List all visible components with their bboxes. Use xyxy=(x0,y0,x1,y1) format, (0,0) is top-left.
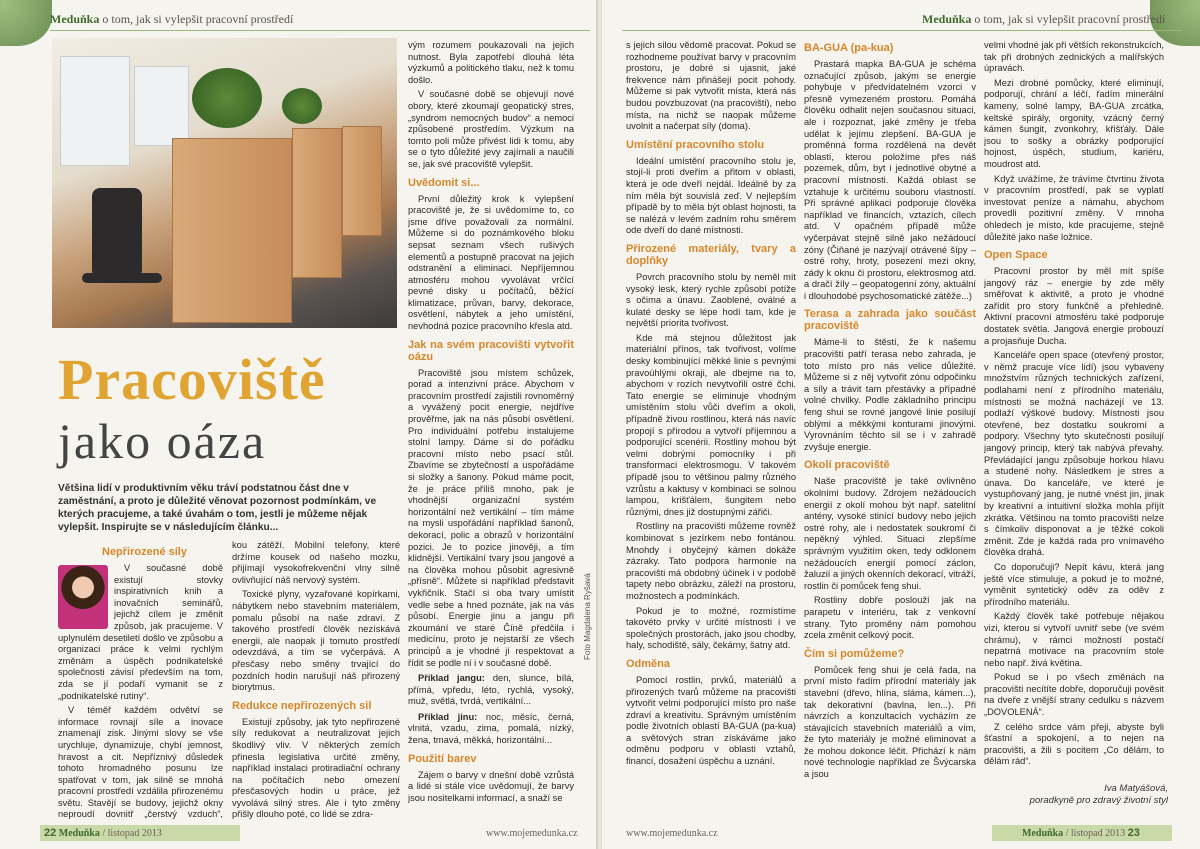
header: Meduňka o tom, jak si vylepšit pracovní prostředí xyxy=(922,12,1166,26)
author-signature: Iva Matyášová, poradkyně pro zdravý životní styl xyxy=(1029,783,1168,806)
heading-umístění: Umístění pracovního stolu xyxy=(626,138,765,151)
column-6: velmi vhodné jak při větších rekonstrukcích, tak při drobných zednických a malířských úpravách. Mezi drobné pomůcky, které eliminují, podporují, chrání a léčí, řadím minerální kameny, solné lampy, BA-GUA zrcátka, keltské spirály, orgonity, vzácný černý kámen šungit, zvonkohry, křišťály. Dále jsou to sošky a obrázky podporující hojnost, úspěch, studium, kariéru, moudrost atd. Když uvážíme, že trávíme čtvrtinu života v pracovním prostředí, pak se vyplatí investovat peníze a námahu, abychom provedli pozitivní změny. V mnoha ohledech je místo, kde pracujeme, stejně důležité jako naše ložnice. Open Space Pracovní prostor by měl mít spíše jangový ráz – energie by zde měly směřovat k aktivitě, a proto je vhodné zařídit pro story funkčně a přehledně. Aktivní pracovní atmosféru také podporuje dostatek světla. Jangová energie probouzí a projasňuje Ducha. Kanceláře open space (otevřený prostor, v němž pracuje více lidí) jsou vybaveny množstvím různých technických zařízení, podlahami není z přírodního materiálu, místnosti se možná nacházejí ve 13. podlaží výškové budovy. Místnosti jsou otevřené, bez dostatku soukromí a podpory. Všechny tyto skutečnosti posilují jangový princip, který tak nabývá převahy. Převládající jangu způsobuje horkou hlavu a studené nohy. Následkem je stres a únava. Do kanceláře, ve které je vystupňovaný jang, je nutné vnést jin, jinak by kreativní a intuitivní složka mohla příjít zkrátka. Většinou na tomto pracovišti nelze s čímkoliv disponovat a je těžké cokoli změnit. Zde je každá rada pro vnímavého člověka drahá. Co doporučuji? Nepít kávu, která jang ještě více stimuluje, a pokud je to možné, vyměnit syntetický oděv za oděv z přírodního materiálu. Každý člověk také potřebuje nějakou vizi, kterou si vytvoří uvnitř sebe (ve svém chrámu), v rámci možností postačí nepatrná motivace na pracovním stole nebo např. živá květina. Pokud se i po všech změnách na pracovišti necítíte dobře, doporučuji pověsit na dveře z vnější strany cedulku s názvem „DOVOLENÁ“. Z celého srdce vám přeji, abyste byli šťastní a spokojení, a to nejen na pracovišti, a žili s pocitem „Co dělám, to dělám rád“. xyxy=(984,40,1164,767)
heading-jak-na-oázu: Jak na svém pracovišti vytvořit oázu xyxy=(408,338,574,363)
column-4: s jejich silou vědomě pracovat. Pokud se rozhodneme používat barvy v pracovním prostoru, je dobré si ujasnit, jaké frekvence nám přinášejí pocit pohody. Můžeme si pak vytvořit místa, která nás budou povzbuzovat (na pracovišti), nebo místa, na nichž se naopak můžeme uvolnit a načerpat síly (doma). Umístění pracovního stolu Ideální umístění pracovního stolu je, stojí-li proti dveřím a přitom v oblasti, která je ode dveří nejdál. Ideálně by za ním měla být souvislá zeď. V nejlepším případě by to měla být oblast hojnosti, ta se nalézá v levém zadním rohu směrem ode dveří do dané místnosti. Přirozené materiály, tvary a doplňky Povrch pracovního stolu by neměl mít vysoký lesk, který rychle způsobí potíže s očima a únavu. Zaoblené, oválné a kulaté desky se lépe hodí tam, kde je největší priorita tvořivost. Kde má stejnou důležitost jak materiální přínos, tak tvořivost, volíme desky kombinující měkké linie s pevnými pravoúhlými okraji, ale dbejme na to, abychom v rozích nevytvořili ostré čchi. Tato energie se eliminuje vhodným umístěním stolu vůči dveřím a okoli, případně živou rostlinou, která nás navíc propojí s přírodou a vytvoří příjemnou a podporující scenérii. Rostliny mohou být velmi dobrými pomocníky i při transformaci elektrosmogu. V takovém případě jsou to většinou palmy různého vzrůstu a kaktusy v kombinaci se solnou lampou, krišťálem, šungitem nebo různými, dnes již dostupnými zářiči. Rostliny na pracovišti můžeme rovněž kombinovat s jezírkem nebo fontánou. Mnohdy i obyčejný kámen dokáže zázraky. Tato podpora harmonie na pracovišti má obdobný účinek i v podobě tapety nebo obrázku, záleží na prostoru, možnostech a podmínkách. Pokud je to možné, rozmístíme takovéto prvky v určité místnosti i ve společných prostorách, jako jsou chodby, haly, schodiště, sály, čekárny, šatny atd. Odměna Pomocí rostlin, prvků, materiálů a přirozených tvarů můžeme na pracovišti vytvořit velmi podporující místo pro naše zdraví a kreativitu. Správným umístěním podle životních oblastí BA-GUA (pa-kua) a světových stran získáváme jako odměnu podporu v oblasti vztahů, financí, dosažení úspěchu a uznání. xyxy=(626,40,796,767)
office-photo xyxy=(52,38,397,328)
heading-bagua: BA-GUA (pa-kua) xyxy=(804,42,894,54)
footer-url-right[interactable]: www.mojemedunka.cz xyxy=(626,827,718,839)
heading-okolí: Okolí pracoviště xyxy=(804,459,890,472)
column-2: kou zátěží. Mobilní telefony, které držíme kousek od našeho mozku, přijímají vysokofrekvenční vlny silně ovlivňující náš nervový systém. Toxické plyny, vyzařované kopírkami, nábytkem nebo stavebním materiálem, pomalu působí na naše zdraví. Z takového prostředí člověk nezískává energii, ale naopak ji tomuto prostředí odevzdává, a tím se vyčerpává. A přesčasy nebo směny trvající do pozdních hodin narušují náš přirozený biorytmus. Redukce nepřirozených sil Existují způsoby, jak tyto nepřirozené síly redukovat a neutralizovat jejich škodlivý vliv. V některých zemích přinesla legislativa určité změny, například instalaci protiradiační ochrany na počítačích nebo omezení přesčasových hodin u práce, jež vyvolává silný stres. Ale i tyto změny přišly dlouho poté, co lidé se zdra- xyxy=(232,540,400,820)
heading-uvědomit: Uvědomit si... xyxy=(408,176,480,189)
author-photo xyxy=(58,565,108,629)
heading-odměna: Odměna xyxy=(626,657,671,670)
heading-nepřirozené-síly: Nepřirozené síly xyxy=(102,546,187,558)
article-subtitle: jako oáza xyxy=(58,413,267,469)
lead-paragraph: Většina lidí v produktivním věku tráví podstatnou část dne v zaměstnání, a proto je důležité věnovat pozornost podmínkám, ve kterých pracujeme, a také úvahám o tom, jestli je můžeme nějak vylepšit. Inspirujte se v následujícím článku... xyxy=(58,483,377,533)
example-jin: Příklad jinu: noc, měsíc, černá, vlnitá, vzadu, zima, pomalá, nízký, žena, tmavá, měkká, horizontální... xyxy=(408,711,574,746)
footer-right: Meduňka / listopad 2013 23 xyxy=(1022,827,1140,839)
heading-pomůžeme: Čím si pomůžeme? xyxy=(804,647,905,660)
column-5: BA-GUA (pa-kua) Prastará mapka BA-GUA je schéma označující způsob, jakým se energie pohybuje v předvídatelném vzorci v přesně vymezeném prostoru. Pomáhá člověku odhalit nejen současnou situaci, ale i rozpoznat, jaké změny je třeba udělat k jejímu zlepšení. BA-GUA je proměnná forma rozdělená na devět oblastí, kterou položíme přes náš pozemek, dům, byt i jednotlivé obytné a pracovní místnosti. Každá oblast se vztahuje k určitému souboru vlastností. Při správné aplikaci podporuje člověka například ve financích, vztazích, cílech atd. V opačném případě může vyčerpávat stejně silně jako nežádoucí zóny (Čiňané je nazývají otrávené šípy – ostré rohy, hroty, posezení mezi okny, zády k oknu či prostoru, elektrosmog atd. a dračí žíly – geopatogenní zóny, aktuální i dlouhodobé psychosomatické zátěže...) Terasa a zahrada jako součást pracoviště Máme-li to štěstí, že k našemu pracovišti patří terasa nebo zahrada, je toto místo pro nás velice důležité. Můžeme si z něj vytvořit zónu odpočinku a síly a trávit tam přestávky a případné volné chvilky. Podle základního principu feng shui se rovné jangové linie posilují oblými a měkkými konturami jinovými. Vyrovnáním těchto sil se i v zahradě zvyšuje energie. Okolí pracoviště Naše pracoviště je také ovlivněno okolními budovy. Zdrojem nežádoucích energií z okolí mohou být např. satelitní antény, vysoké stinící budovy nebo jejich ostré rohy, ale i nedostatek soukromí či nepěkný výhled. Situaci zlepšíme správným využitím oken, tedy odklonem nežádoucích energií pomocí záclon, žaluzií a jiných okenních dekorací, vitráží, rostlin či pomůcek feng shui. Rostliny dobře poslouží jak na parapetu v interiéru, tak z venkovní strany. Tyto proměny nám pomohou zcela změnit celkový pocit. Čím si pomůžeme? Pomůcek feng shui je celá řada, na první místo řadím přírodní materiály jak stavební (dřevo, hlína, sláma, kámen...), tak dekorativní (bavlna, len...). Při návrzích a konzultacích vycházím ze stávajících stavebních materiálů a vím, že tyto materiály je možné eliminovat a že mohou dokonce léčit. Přichází k nám nové technologie například ze Švýcarska a jsou xyxy=(804,42,976,780)
header-rule xyxy=(50,30,590,31)
heading-open-space: Open Space xyxy=(984,249,1048,262)
column-1: Nepřirozené síly V současné době existují stovky inspirativních knih a inovačních seminářů, jejichž cílem je změnit způsob, jak pracujeme. V uplynulém desetiletí došlo ve způsobu a organizaci práce k velmi rychlým změnám a úspěch podnikatelské společnosti závisí především na tom, zda se jí podaří vymanit se z „podnikatelské rutiny“. V téměř každém odvětví se informace rovnají síle a inovace znamenají zisk. Jinými slovy se vše urychluje, dynamizuje, chybí jemnost, hravost a cit. Nepříznivý důsledek tohoto hromadného posunu lze spatřovat v tom, jak silně se mnohá pracovní prostředí vzdálila přirozenému světu. Stavějí se budovy, jejichž okny neproudí dovnitř „čerstvý vzduch“, xyxy=(58,546,223,820)
column-3: vým rozumem poukazovali na jejich nutnost. Byla zapotřebí dlouhá léta výzkumů a politického tlaku, než k tomu došlo. V současné době se objevují nové obory, které zkoumají geopatický stres, „syndrom nemocných budov“ a nemoci způsobené prostředím. Výzkum na tomto poli může přivést lidi k tomu, aby se o tyto důležité jevy zajímali a naučili se, jak své pracoviště vylepšit. Uvědomit si... První důležitý krok k vylepšení pracoviště je, že si uvědomíme to, co jsme dříve považovali za normální. Můžeme si do poznámkového bloku sepsat seznam všech rušivých elementů a postupně pracovat na jejich odstranění a eliminaci. Nepříjemnou atmosféru mohou vyvolávat vrčící pevné disky u počítačů, běžící klimatizace, průvan, barvy, dekorace, osvětlení, nábytek a jeho umístění, nevhodná pozice pracovního křesla atd. Jak na svém pracovišti vytvořit oázu Pracoviště jsou místem schůzek, porad a intenzivní práce. Abychom v pracovním prostředí zajistili rovnoměrný a vyvážený pocit energie, nejdříve prověřme, jak na nás působí osvětlení. Pro individuální potřebu instalujeme stolní lampy. Dáme si do pořádku pracovní místo nebo psací stůl. Zbavíme se zbytečností a uspořádáme si složky a šanony. Pokud máme pocit, že je práce příliš mnoho, pak je vhodnější organizační systém horizontální než vertikální – tím máme na mysli uspořádání například šanonů, dekorací, polic a obrazů v horizontální pozici. Je to pozice jinověji, a tím klidnější. Vertikální tvary jsou jangové a na člověka mohou působit agresivně „přísně“. Můžete si například představit vykřičník. Stačí si oba tvary umístit vedle sebe a hned poznáte, jak na vás působí. Energie jinu a jangu při zkoumání ve staré Číně předčila i medicínu, proto je nejstarší ze všech principů a je vhodné jí respektovat a řídit se podle ní i v současné době. Příklad jangu: den, slunce, bílá, přímá, vpředu, léto, rychlá, vysoký, muž, světlá, tvrdá, vertikální... Příklad jinu: noc, měsíc, černá, vlnitá, vzadu, zima, pomalá, nízký, žena, tmavá, měkká, horizontální... Použití barev Zájem o barvy v dnešní době vzrůstá a lidé si stále více uvědomují, že barvy jsou nositelkami informací, a snaží se xyxy=(408,40,574,803)
heading-terasa: Terasa a zahrada jako součást pracoviště xyxy=(804,308,976,333)
leaf-decoration xyxy=(0,0,52,46)
footer-left: 22 Meduňka / listopad 2013 xyxy=(44,827,162,839)
example-jang: Příklad jangu: den, slunce, bílá, přímá, vpředu, léto, rychlá, vysoký, muž, světlá, tvrdá, vertikální... xyxy=(408,673,574,707)
header-rule xyxy=(622,30,1182,31)
article-title: Pracoviště xyxy=(58,347,326,412)
footer-url-left[interactable]: www.mojemedunka.cz xyxy=(486,827,578,839)
photo-credit: Foto Magdalena Ryšavá xyxy=(583,573,592,660)
heading-redukce: Redukce nepřirozených sil xyxy=(232,699,372,712)
header: Meduňka o tom, jak si vylepšit pracovní prostředí xyxy=(50,12,294,26)
left-page xyxy=(0,0,598,849)
heading-materiály: Přirozené materiály, tvary a doplňky xyxy=(626,242,796,267)
heading-barvy: Použití barev xyxy=(408,752,477,765)
right-page xyxy=(602,0,1200,849)
